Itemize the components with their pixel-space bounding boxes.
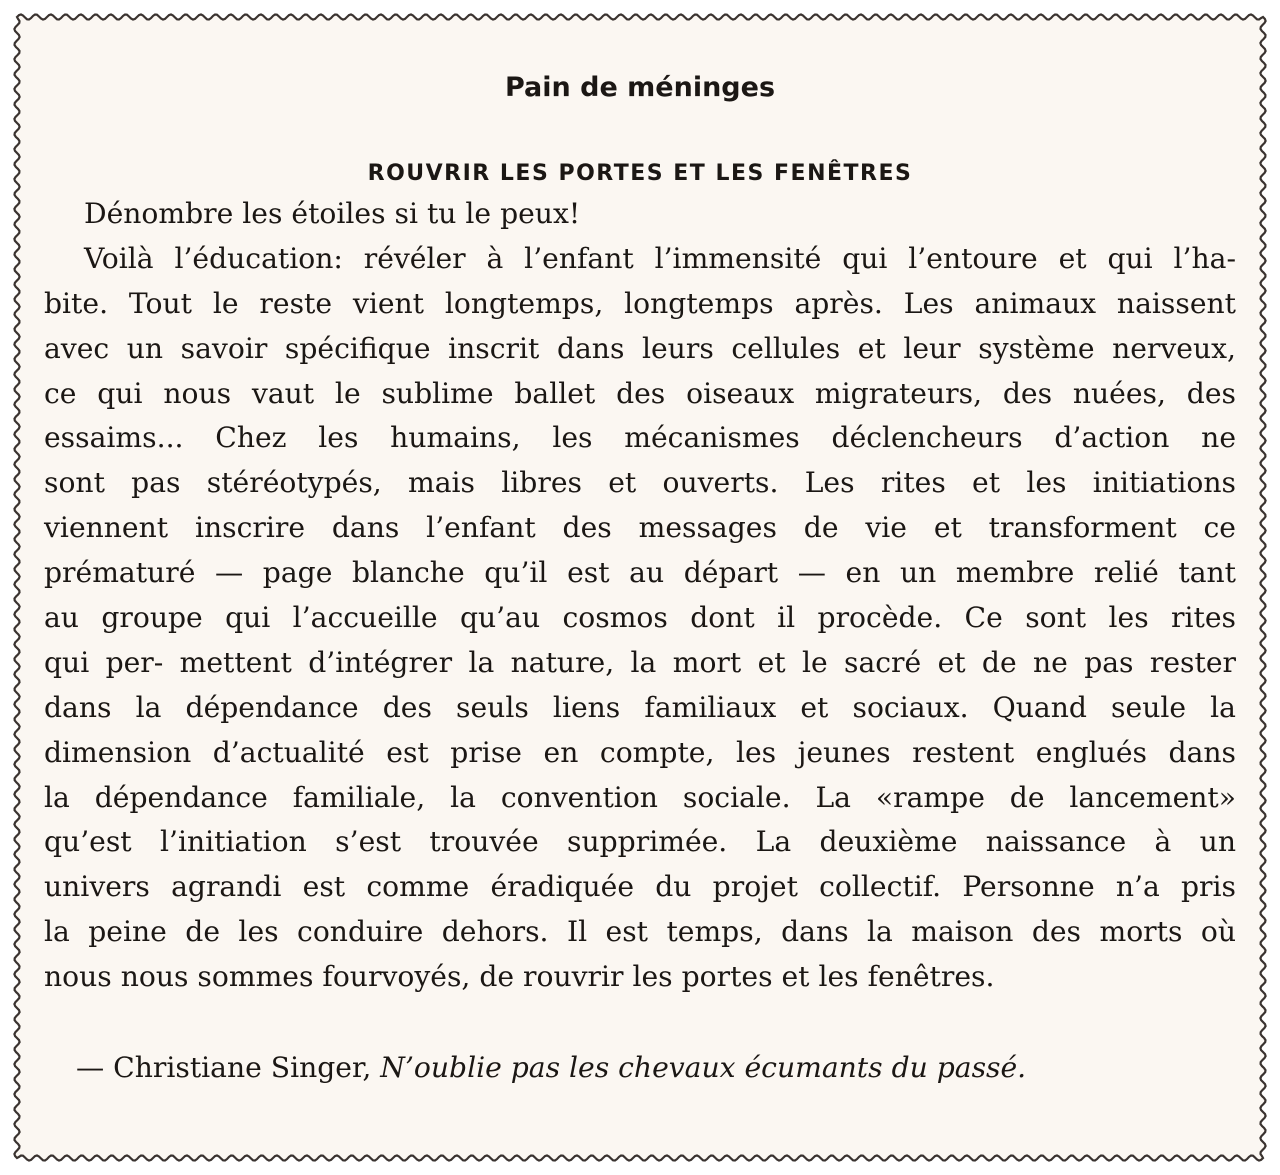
text-line: nous nous sommes fourvoyés, de rouvrir les portes et les fenêtres. bbox=[44, 960, 995, 994]
attribution bbox=[76, 1046, 1236, 1091]
quote-box-content bbox=[44, 60, 1236, 1091]
text-line: au groupe qui l’accueille qu’au cosmos dont il procède. Ce sont les rites bbox=[44, 601, 1236, 635]
text-line: ce qui nous vaut le sublime ballet des oiseaux migrateurs, des nuées, des bbox=[44, 376, 1236, 410]
text-line: dimension d’actualité est prise en compte, les jeunes restent englués dans bbox=[44, 735, 1236, 769]
paragraph-1 bbox=[44, 192, 1236, 237]
text-line: la dépendance familiale, la convention sociale. La «rampe de lancement» bbox=[44, 780, 1236, 814]
text-line: avec un savoir spécifique inscrit dans leurs cellules et leur système nerveux, bbox=[44, 331, 1236, 365]
text-line: dans la dépendance des seuls liens familiaux et sociaux. Quand seule la bbox=[44, 690, 1236, 724]
text-line: prématuré — page blanche qu’il est au départ — en un membre relié tant bbox=[44, 556, 1236, 590]
attribution-work-title: N’oublie pas les chevaux écumants du passé. bbox=[380, 1051, 1027, 1085]
body-text bbox=[44, 192, 1236, 1000]
text-line: bite. Tout le reste vient longtemps, longtemps après. Les animaux naissent bbox=[44, 286, 1236, 320]
text-line: essaims... Chez les humains, les mécanismes déclencheurs d’action ne bbox=[44, 421, 1236, 455]
text-line: viennent inscrire dans l’enfant des messages de vie et transforment ce bbox=[44, 511, 1236, 545]
box-heading: Pain de méninges bbox=[504, 72, 776, 103]
text-line: Dénombre les étoiles si tu le peux! bbox=[84, 197, 581, 230]
text-line: qui per- mettent d’intégrer la nature, la mort et le sacré et de ne pas rester bbox=[44, 645, 1236, 679]
text-line: Voilà l’éducation: révéler à l’enfant l’immensité qui l’entoure et qui l’ha- bbox=[84, 241, 1236, 275]
text-line: la peine de les conduire dehors. Il est temps, dans la maison des morts où bbox=[44, 915, 1236, 949]
attribution-author: — Christiane Singer, bbox=[76, 1051, 381, 1085]
box-subheading: ROUVRIR LES PORTES ET LES FENÊTRES bbox=[367, 161, 913, 186]
text-line: univers agrandi est comme éradiquée du projet collectif. Personne n’a pris bbox=[44, 870, 1236, 904]
text-line: sont pas stéréotypés, mais libres et ouverts. Les rites et les initiations bbox=[44, 466, 1236, 500]
text-line: qu’est l’initiation s’est trouvée supprimée. La deuxième naissance à un bbox=[44, 825, 1236, 859]
paragraph-2 bbox=[44, 237, 1236, 1000]
